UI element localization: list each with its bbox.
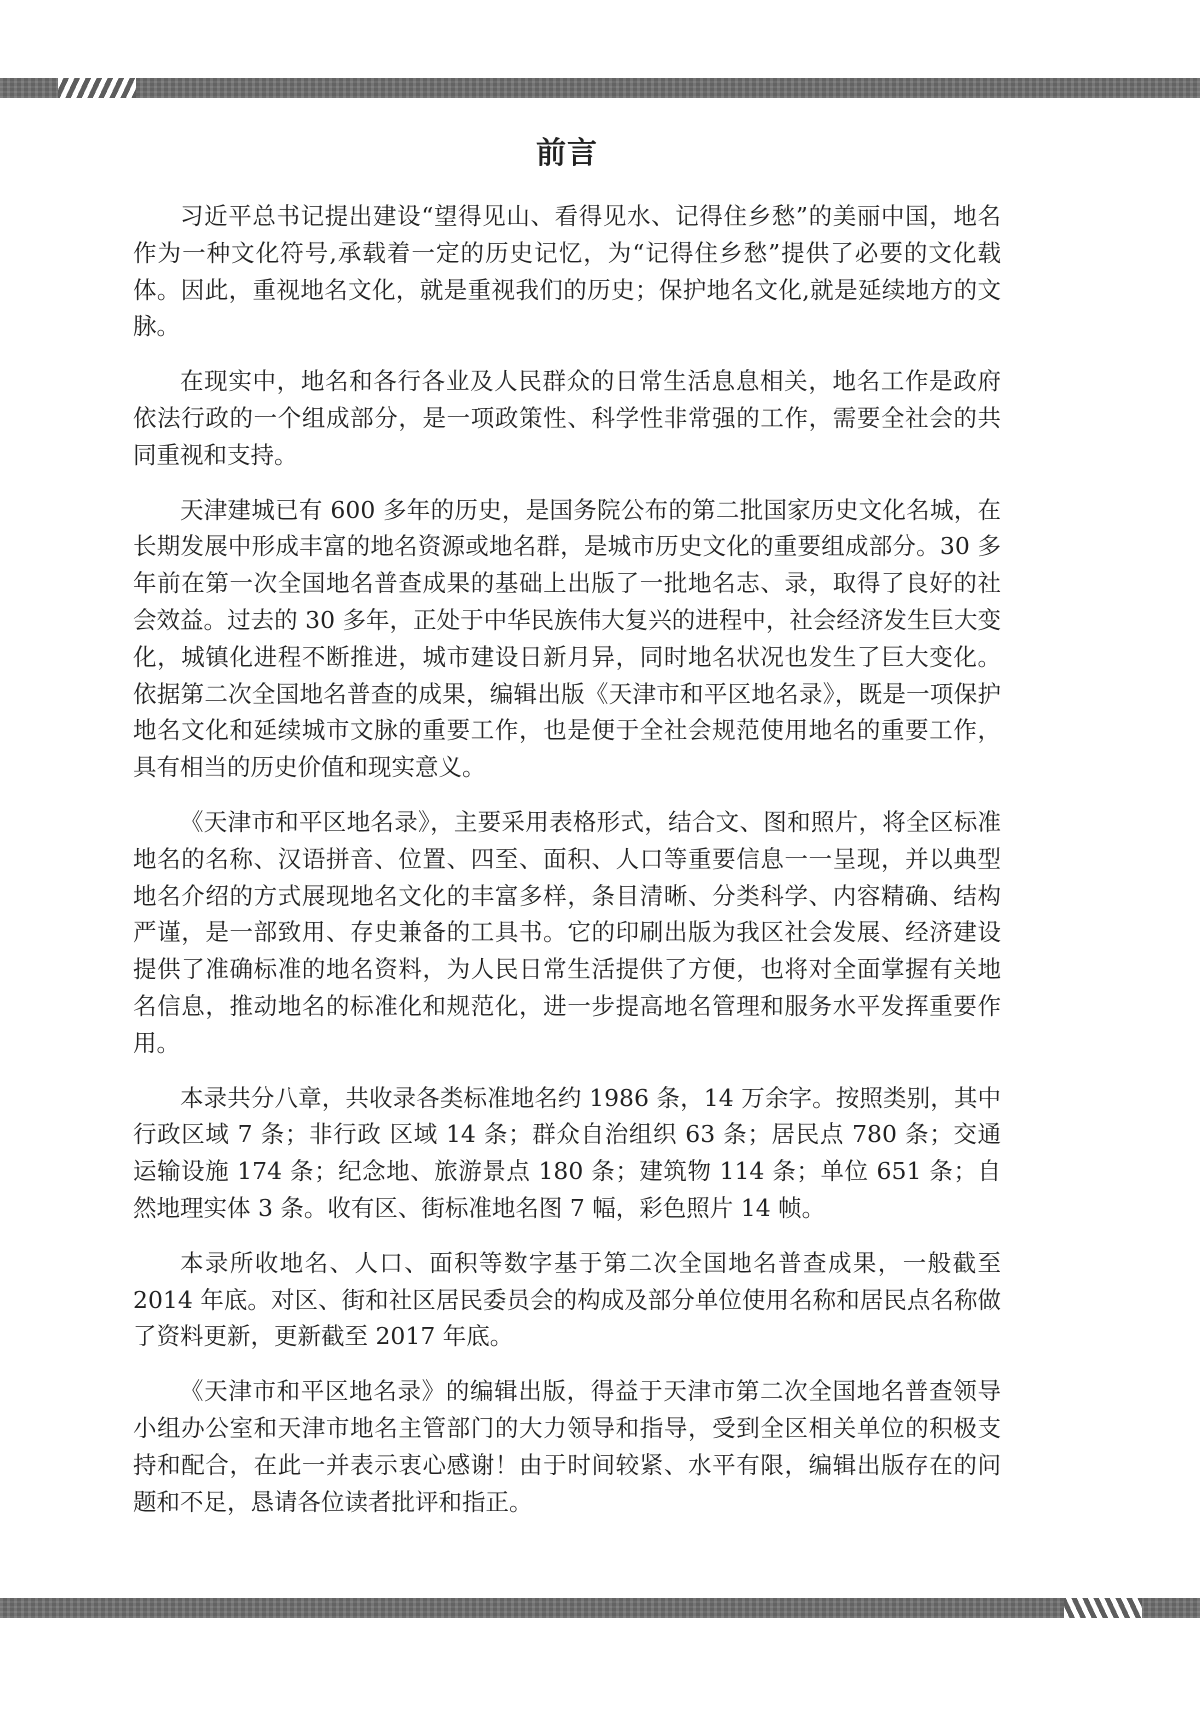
footer-band	[0, 1598, 1200, 1618]
page-title: 前言	[536, 136, 598, 171]
footer-stripe-ornament	[1064, 1598, 1142, 1618]
header-stripe-ornament	[58, 78, 136, 98]
paragraph-3: 天津建城已有 600 多年的历史，是国务院公布的第二批国家历史文化名城，在长期发展中形成丰富的地名资源或地名群，是城市历史文化的重要组成部分。30 多年前在第一次全国地名普查成果的基础上出版了一批地名志、录，取得了良好的社会效益。过去的 30 多年，正处于中华民族伟大复兴的进程中，社会经济发生巨大变化，城镇化进程不断推进，城市建设日新月异，同时地名状况也发生了巨大变化。依据第二次全国地名普查的成果，编辑出版《天津市和平区地名录》，既是一项保护地名文化和延续城市文脉的重要工作，也是便于全社会规范使用地名的重要工作，具有相当的历史价值和现实意义。	[133, 495, 1001, 782]
paragraph-7: 《天津市和平区地名录》的编辑出版，得益于天津市第二次全国地名普查领导小组办公室和天津市地名主管部门的大力领导和指导，受到全区相关单位的积极支持和配合，在此一并表示衷心感谢！由于时间较紧、水平有限，编辑出版存在的问题和不足，恳请各位读者批评和指正。	[133, 1377, 1001, 1516]
paragraph-5: 本录共分八章，共收录各类标准地名约 1986 条，14 万余字。按照类别，其中行政区域 7 条；非行政 区域 14 条；群众自治组织 63 条；居民点 780 条；交通运输设施 174 条；纪念地、旅游景点 180 条；建筑物 114 条；单位 651 条；自然地理实体 3 条。收有区、街标准地名图 7 幅，彩色照片 14 帧。	[133, 1083, 1001, 1222]
paragraph-1: 习近平总书记提出建设“望得见山、看得见水、记得住乡愁”的美丽中国，地名作为一种文化符号,承载着一定的历史记忆，为“记得住乡愁”提供了必要的文化载体。因此，重视地名文化，就是重视我们的历史；保护地名文化,就是延续地方的文脉。	[133, 202, 1001, 341]
document-body	[133, 132, 1001, 1538]
paragraph-6: 本录所收地名、人口、面积等数字基于第二次全国地名普查成果，一般截至 2014 年底。对区、街和社区居民委员会的构成及部分单位使用名称和居民点名称做了资料更新，更新截至 2017 年底。	[133, 1248, 1001, 1351]
paragraph-2: 在现实中，地名和各行各业及人民群众的日常生活息息相关，地名工作是政府依法行政的一个组成部分，是一项政策性、科学性非常强的工作，需要全社会的共同重视和支持。	[133, 367, 1001, 469]
header-band	[0, 78, 1200, 98]
paragraph-4: 《天津市和平区地名录》，主要采用表格形式，结合文、图和照片，将全区标准地名的名称、汉语拼音、位置、四至、面积、人口等重要信息一一呈现，并以典型地名介绍的方式展现地名文化的丰富多样，条目清晰、分类科学、内容精确、结构严谨，是一部致用、存史兼备的工具书。它的印刷出版为我区社会发展、经济建设提供了准确标准的地名资料，为人民日常生活提供了方便，也将对全面掌握有关地名信息，推动地名的标准化和规范化，进一步提高地名管理和服务水平发挥重要作用。	[133, 807, 1001, 1057]
